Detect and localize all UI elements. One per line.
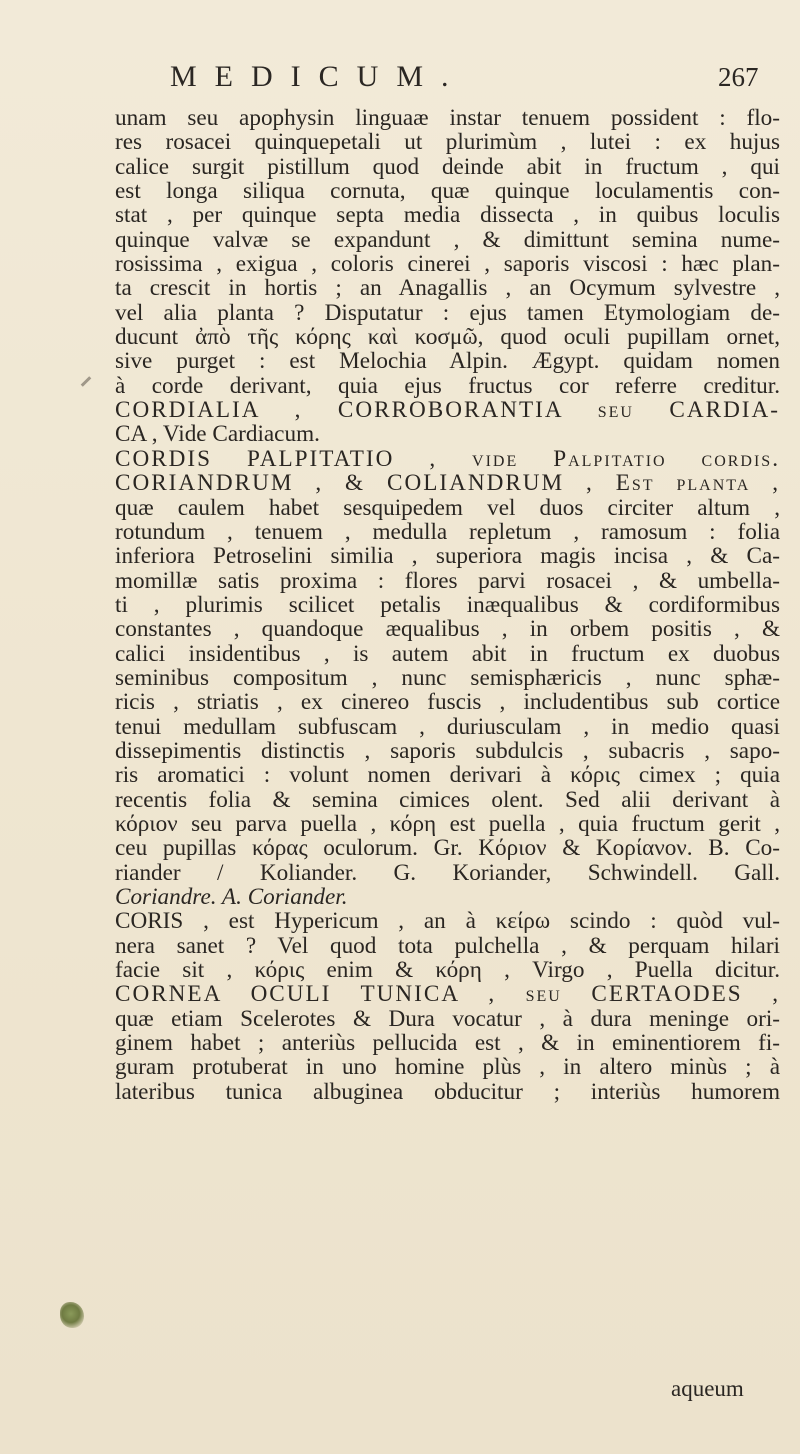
text-line: ceu pupillas κόρας oculorum. Gr. Κόριον & Κορίανον. B. Co-	[115, 836, 780, 861]
text-line: stat , per quinque septa media dissecta , in quibus loculis	[115, 203, 780, 228]
text-line: seminibus compositum , nunc semisphæricis , nunc sphæ-	[115, 665, 780, 691]
text-line: unam seu apophysin linguaæ instar tenuem possident : flo-	[115, 106, 780, 131]
entry-heading-line: CORDIS PALPITATIO , vide Palpitatio cordis.	[115, 446, 780, 472]
text-line: tenui medullam subfuscam , duriusculam , in medio quasi	[115, 714, 780, 739]
text-line: est longa siliqua cornuta, quæ quinque loculamentis con-	[115, 179, 780, 204]
text-line: rosissima , exigua , coloris cinerei , saporis viscosi : hæc plan-	[115, 252, 780, 277]
text-line: res rosacei quinquepetali ut plurimùm , lutei : ex hujus	[115, 130, 780, 155]
text-line: riander / Koliander. G. Koriander, Schwindell. Gall.	[115, 860, 780, 885]
entry-heading-line: CORDIALIA , CORROBORANTIA seu CARDIA-	[115, 398, 780, 423]
text-line: quæ etiam Scelerotes & Dura vocatur , à dura meninge ori-	[115, 1006, 780, 1032]
text-line: facie sit , κόρις enim & κόρη , Virgo , Puella dicitur.	[115, 958, 780, 983]
text-line: κόριον seu parva puella , κόρη est puella , quia fructum gerit ,	[115, 811, 780, 837]
text-line: vel alia planta ? Disputatur : ejus tamen Etymologiam de-	[115, 300, 780, 326]
text-line: dissepimentis distinctis , saporis subdulcis , subacris , sapo-	[115, 738, 780, 764]
entry-heading-line: CORNEA OCULI TUNICA , seu CERTAODES ,	[115, 982, 780, 1007]
text-line: inferiora Petroselini similia , superiora magis incisa , & Ca-	[115, 544, 780, 569]
text-line: rotundum , tenuem , medulla repletum , ramosum : folia	[115, 519, 780, 545]
text-line: ti , plurimis scilicet petalis inæqualibus & cordiformibus	[115, 592, 780, 618]
text-line: calici insidentibus , is autem abit in fructum ex duobus	[115, 641, 780, 666]
text-line: guram protuberat in uno homine plùs , in altero minùs ; à	[115, 1055, 780, 1080]
text-line: constantes , quandoque æqualibus , in orbem positis , &	[115, 617, 780, 642]
entry-heading-line: CORIS , est Hypericum , an à κείρω scindo : quòd vul-	[115, 909, 780, 934]
text-line: calice surgit pistillum quod deinde abit in fructum , qui	[115, 154, 780, 180]
text-line: momillæ satis proxima : flores parvi rosacei , & umbella-	[115, 568, 780, 593]
page-number: 267	[718, 62, 759, 92]
text-line: ricis , striatis , ex cinereo fuscis , includentibus sub cortice	[115, 690, 780, 715]
text-line: ris aromatici : volunt nomen derivari à κόρις cimex ; quia	[115, 763, 780, 788]
text-line: sive purget : est Melochia Alpin. Ægypt. quidam nomen	[115, 349, 780, 374]
text-line: ta crescit in hortis ; an Anagallis , an Ocymum sylvestre ,	[115, 276, 780, 301]
text-line: Coriandre. A. Coriander.	[115, 884, 348, 910]
entry-heading-line: CORIANDRUM , & COLIANDRUM , Est planta ,	[115, 471, 780, 496]
text-line: à corde derivant, quia ejus fructus cor referre creditur.	[115, 373, 780, 399]
text-line: CA , Vide Cardiacum.	[115, 421, 320, 448]
running-head: MEDICUM.	[170, 60, 467, 93]
text-line: quæ caulem habet sesquipedem vel duos circiter altum ,	[115, 495, 780, 520]
text-line: quinque valvæ se expandunt , & dimittunt semina nume-	[115, 227, 780, 253]
page-header	[0, 60, 800, 100]
body-text	[115, 106, 780, 1104]
text-line: ginem habet ; anteriùs pellucida est , & in eminentiorem fi-	[115, 1031, 780, 1056]
ink-stain	[60, 1302, 84, 1328]
text-line: lateribus tunica albuginea obducitur ; interiùs humorem	[115, 1079, 780, 1105]
text-line: ducunt ἀπὸ τῆς κόρης καὶ κοσμῶ, quod oculi pupillam ornet,	[115, 325, 780, 350]
catchword: aqueum	[671, 1376, 744, 1401]
margin-mark	[81, 376, 92, 387]
text-line: nera sanet ? Vel quod tota pulchella , & perquam hilari	[115, 933, 780, 959]
text-line: recentis folia & semina cimices olent. Sed alii derivant à	[115, 787, 780, 812]
